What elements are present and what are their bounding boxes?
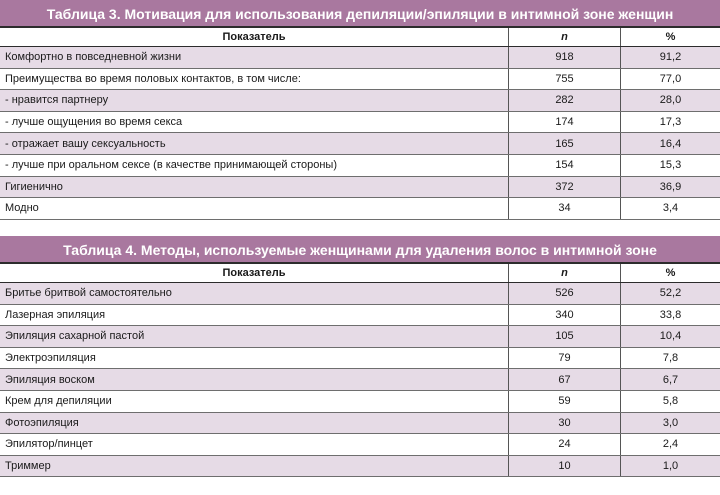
row-n: 10: [508, 456, 620, 477]
row-n: 174: [508, 112, 620, 133]
header-percent: %: [620, 264, 720, 282]
row-label: Комфортно в повседневной жизни: [5, 51, 182, 64]
table-row: [0, 391, 720, 413]
table-row: [0, 112, 720, 134]
row-label: Модно: [5, 202, 39, 215]
row-label: - лучше при оральном сексе (в качестве принимающей стороны): [5, 159, 337, 172]
table-4: [0, 236, 720, 477]
row-percent: 16,4: [620, 133, 720, 154]
row-n: 105: [508, 326, 620, 347]
row-label: Лазерная эпиляция: [5, 308, 106, 321]
row-percent: 17,3: [620, 112, 720, 133]
row-percent: 28,0: [620, 90, 720, 111]
table-row: [0, 348, 720, 370]
row-label: Гигиенично: [5, 180, 63, 193]
table-3-title: Таблица 3. Мотивация для использования депиляции/эпиляции в интимной зоне женщин: [0, 0, 720, 28]
row-percent: 10,4: [620, 326, 720, 347]
row-label: Электроэпиляция: [5, 352, 96, 365]
row-n: 67: [508, 369, 620, 390]
row-percent: 2,4: [620, 434, 720, 455]
row-n: 30: [508, 413, 620, 434]
table-row: [0, 133, 720, 155]
row-percent: 5,8: [620, 391, 720, 412]
row-n: 59: [508, 391, 620, 412]
row-n: 34: [508, 198, 620, 219]
row-n: 154: [508, 155, 620, 176]
table-row: [0, 283, 720, 305]
table-row: [0, 90, 720, 112]
table-row: [0, 198, 720, 220]
row-n: 282: [508, 90, 620, 111]
table-3-header-row: [0, 28, 720, 47]
table-row: [0, 456, 720, 478]
row-n: 340: [508, 305, 620, 326]
row-percent: 91,2: [620, 47, 720, 68]
row-n: 755: [508, 69, 620, 90]
row-label: Фотоэпиляция: [5, 416, 79, 429]
table-4-header-row: [0, 264, 720, 283]
table-row: [0, 413, 720, 435]
header-indicator: Показатель: [222, 31, 286, 43]
row-percent: 33,8: [620, 305, 720, 326]
row-label: Крем для депиляции: [5, 395, 112, 408]
row-percent: 3,4: [620, 198, 720, 219]
row-percent: 1,0: [620, 456, 720, 477]
row-percent: 15,3: [620, 155, 720, 176]
row-percent: 36,9: [620, 177, 720, 198]
header-n: n: [508, 28, 620, 46]
row-percent: 52,2: [620, 283, 720, 304]
table-4-title: Таблица 4. Методы, используемые женщинами для удаления волос в интимной зоне: [0, 236, 720, 264]
row-percent: 7,8: [620, 348, 720, 369]
header-indicator: Показатель: [222, 267, 286, 279]
row-percent: 6,7: [620, 369, 720, 390]
table-row: [0, 69, 720, 91]
table-row: [0, 434, 720, 456]
table-row: [0, 326, 720, 348]
table-row: [0, 177, 720, 199]
header-percent: %: [620, 28, 720, 46]
row-percent: 77,0: [620, 69, 720, 90]
row-percent: 3,0: [620, 413, 720, 434]
row-n: 165: [508, 133, 620, 154]
row-label: - отражает вашу сексуальность: [5, 137, 166, 150]
table-row: [0, 155, 720, 177]
row-label: Эпиляция сахарной пастой: [5, 330, 145, 343]
row-n: 24: [508, 434, 620, 455]
table-4-body: [0, 283, 720, 477]
row-n: 79: [508, 348, 620, 369]
row-label: Триммер: [5, 460, 51, 473]
row-label: - нравится партнеру: [5, 94, 109, 107]
header-n: n: [508, 264, 620, 282]
row-label: Эпилятор/пинцет: [5, 438, 93, 451]
row-label: - лучше ощущения во время секса: [5, 116, 183, 129]
row-n: 526: [508, 283, 620, 304]
table-row: [0, 305, 720, 327]
row-label: Бритье бритвой самостоятельно: [5, 287, 172, 300]
table-3-body: [0, 47, 720, 220]
table-row: [0, 369, 720, 391]
row-label: Эпиляция воском: [5, 373, 95, 386]
row-n: 372: [508, 177, 620, 198]
table-3: [0, 0, 720, 220]
row-n: 918: [508, 47, 620, 68]
row-label: Преимущества во время половых контактов, в том числе:: [5, 72, 301, 85]
table-row: [0, 47, 720, 69]
